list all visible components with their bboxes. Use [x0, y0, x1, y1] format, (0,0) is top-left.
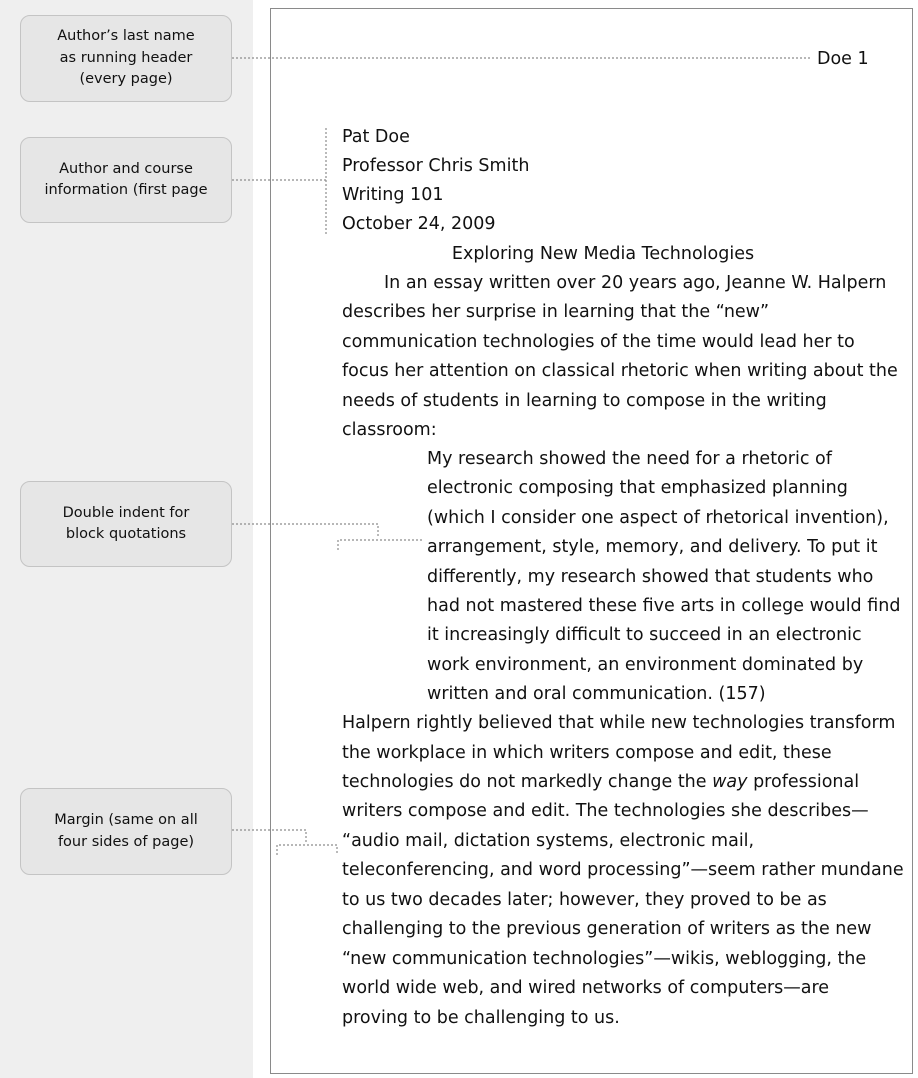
- paragraph-line: challenging to the previous generation of writers as the new: [342, 919, 872, 939]
- paragraph-line: Halpern rightly believed that while new technologies transform: [342, 713, 896, 733]
- quote-line: electronic composing that emphasized planning: [427, 478, 848, 498]
- paragraph-line: teleconferencing, and word processing”—seem rather mundane: [342, 860, 904, 880]
- author-info-leader: [232, 128, 326, 236]
- text-run: technologies do not markedly change the: [342, 772, 713, 792]
- paragraph-line: writers compose and edit. The technologies she describes—: [342, 801, 869, 821]
- author-name: Pat Doe: [342, 127, 410, 147]
- quote-line: it increasingly difficult to succeed in an electronic: [427, 625, 862, 645]
- italic-emphasis: way: [712, 772, 748, 792]
- text-run: professional: [747, 772, 860, 792]
- callout-block-quote-text: Double indent for block quotations: [62, 504, 190, 542]
- paragraph-line: focus her attention on classical rhetoric when writing about the: [342, 361, 898, 381]
- quote-line: had not mastered these five arts in college would find: [427, 596, 901, 616]
- course-name: Writing 101: [342, 185, 444, 205]
- running-header: Doe 1: [817, 49, 869, 69]
- paragraph-line: classroom:: [342, 420, 437, 440]
- essay-title: Exploring New Media Technologies: [451, 244, 755, 264]
- margin-leader: [232, 830, 337, 855]
- block-quote-leader: [232, 524, 422, 550]
- paragraph-line: communication technologies of the time would lead her to: [342, 332, 855, 352]
- paragraph-line: the workplace in which writers compose and edit, these: [342, 743, 832, 763]
- paragraph-line: needs of students in learning to compose in the writing: [342, 391, 827, 411]
- paragraph-line: “new communication technologies”—wikis, weblogging, the: [342, 949, 867, 969]
- callout-author-info-text: Author and course information (first page: [44, 160, 208, 198]
- quote-line: written and oral communication. (157): [427, 684, 766, 704]
- paragraph-line: describes her surprise in learning that the “new”: [342, 302, 770, 322]
- quote-line: arrangement, style, memory, and delivery. To put it: [427, 537, 878, 557]
- professor-name: Professor Chris Smith: [342, 156, 530, 176]
- paragraph-line: “audio mail, dictation systems, electronic mail,: [342, 831, 755, 851]
- callout-running-header-text: Author’s last name as running header (every page): [57, 28, 195, 88]
- quote-line: differently, my research showed that students who: [427, 567, 874, 587]
- paragraph-line: In an essay written over 20 years ago, Jeanne W. Halpern: [384, 273, 887, 293]
- quote-line: My research showed the need for a rhetoric of: [427, 449, 832, 469]
- paragraph-line: to us two decades later; however, they proved to be as: [342, 890, 827, 910]
- quote-line: work environment, an environment dominated by: [427, 655, 864, 675]
- paragraph-line: proving to be challenging to us.: [342, 1008, 620, 1028]
- quote-line: (which I consider one aspect of rhetorical invention),: [427, 508, 889, 528]
- callout-margin-text: Margin (same on all four sides of page): [54, 812, 198, 850]
- paragraph-line: world wide web, and wired networks of computers—are: [342, 978, 830, 998]
- date: October 24, 2009: [342, 214, 496, 234]
